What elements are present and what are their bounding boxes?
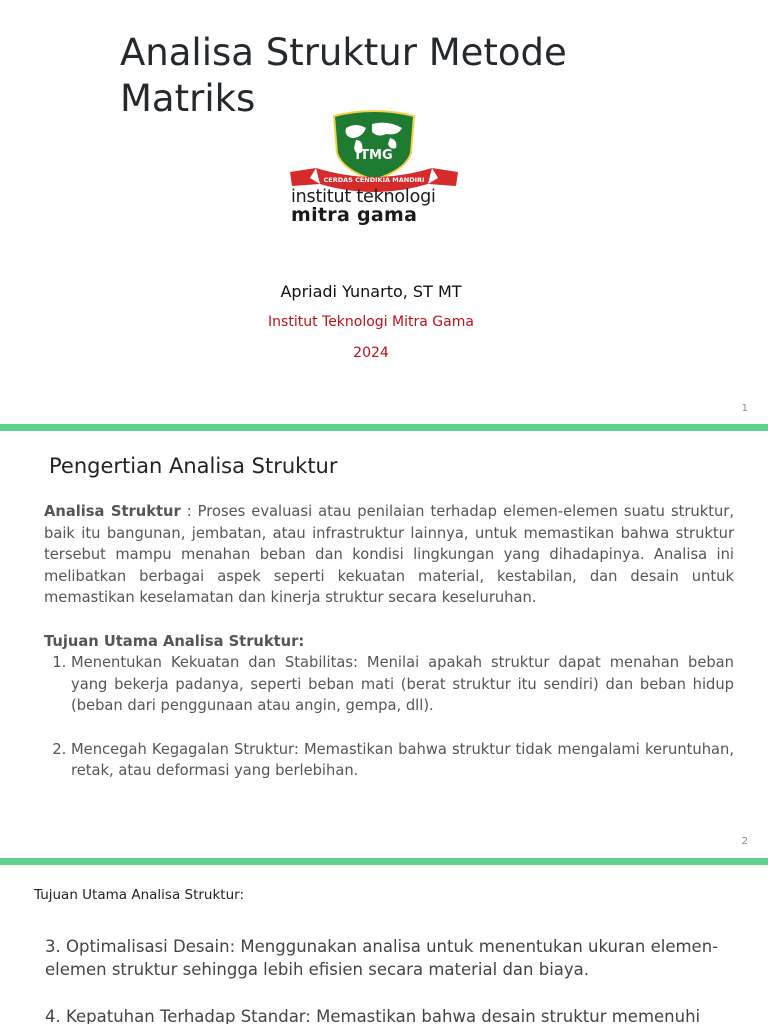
goals-list	[44, 652, 734, 782]
svg-text:ITMG: ITMG	[355, 148, 393, 163]
slide-separator	[0, 424, 768, 431]
logo-text-line1: institut teknologi	[291, 187, 436, 207]
slide-separator	[0, 858, 768, 865]
goals-heading: Tujuan Utama Analisa Struktur:	[44, 632, 305, 650]
svg-text:CERDAS CENDIKIA MANDIRI: CERDAS CENDIKIA MANDIRI	[323, 176, 425, 184]
slide-3	[0, 865, 768, 1024]
slide-2-body	[44, 501, 734, 782]
presentation-year: 2024	[353, 345, 389, 361]
logo-text-line2: mitra gama	[291, 204, 418, 226]
slide-2	[0, 432, 768, 858]
list-item: 1. Menentukan Kekuatan dan Stabilitas: Menilai apakah struktur dapat menahan beban yang bekerja padanya, seperti beban mati (berat struktur itu sendiri) dan beban hidup (beban dari penggunaan atau angin, gempa, dll).	[71, 652, 734, 717]
slide-3-heading: Tujuan Utama Analisa Struktur:	[34, 887, 245, 903]
page-number: 2	[741, 836, 748, 847]
institution-name: Institut Teknologi Mitra Gama	[268, 314, 474, 330]
author-name: Apriadi Yunarto, ST MT	[280, 282, 462, 301]
definition-text: : Proses evaluasi atau penilaian terhadap elemen-elemen suatu struktur, baik itu bangunan, jembatan, atau infrastruktur lainnya, untuk memastikan bahwa struktur tersebut mampu menahan beban dan kondisi lingkungan yang dihadapinya. Analisa ini melibatkan berbagai aspek seperti kekuatan material, kestabilan, dan desain untuk memastikan keselamatan dan kinerja struktur secara keseluruhan.	[44, 503, 734, 607]
definition-term: Analisa Struktur	[44, 503, 181, 520]
list-item: 4. Kepatuhan Terhadap Standar: Memastikan bahwa desain struktur memenuhi	[45, 1007, 701, 1024]
list-item: 2. Mencegah Kegagalan Struktur: Memastikan bahwa struktur tidak mengalami keruntuhan, retak, atau deformasi yang berlebihan.	[71, 739, 734, 782]
slide-2-title: Pengertian Analisa Struktur	[49, 454, 338, 478]
list-item: 3. Optimalisasi Desain: Menggunakan analisa untuk menentukan ukuran elemen-elemen struktur sehingga lebih efisien secara material dan biaya.	[45, 937, 719, 979]
page-number: 1	[741, 403, 748, 414]
definition-paragraph	[44, 501, 734, 609]
slide-1-title: Analisa Struktur Metode Matriks	[120, 31, 567, 120]
slide-1	[0, 0, 768, 424]
